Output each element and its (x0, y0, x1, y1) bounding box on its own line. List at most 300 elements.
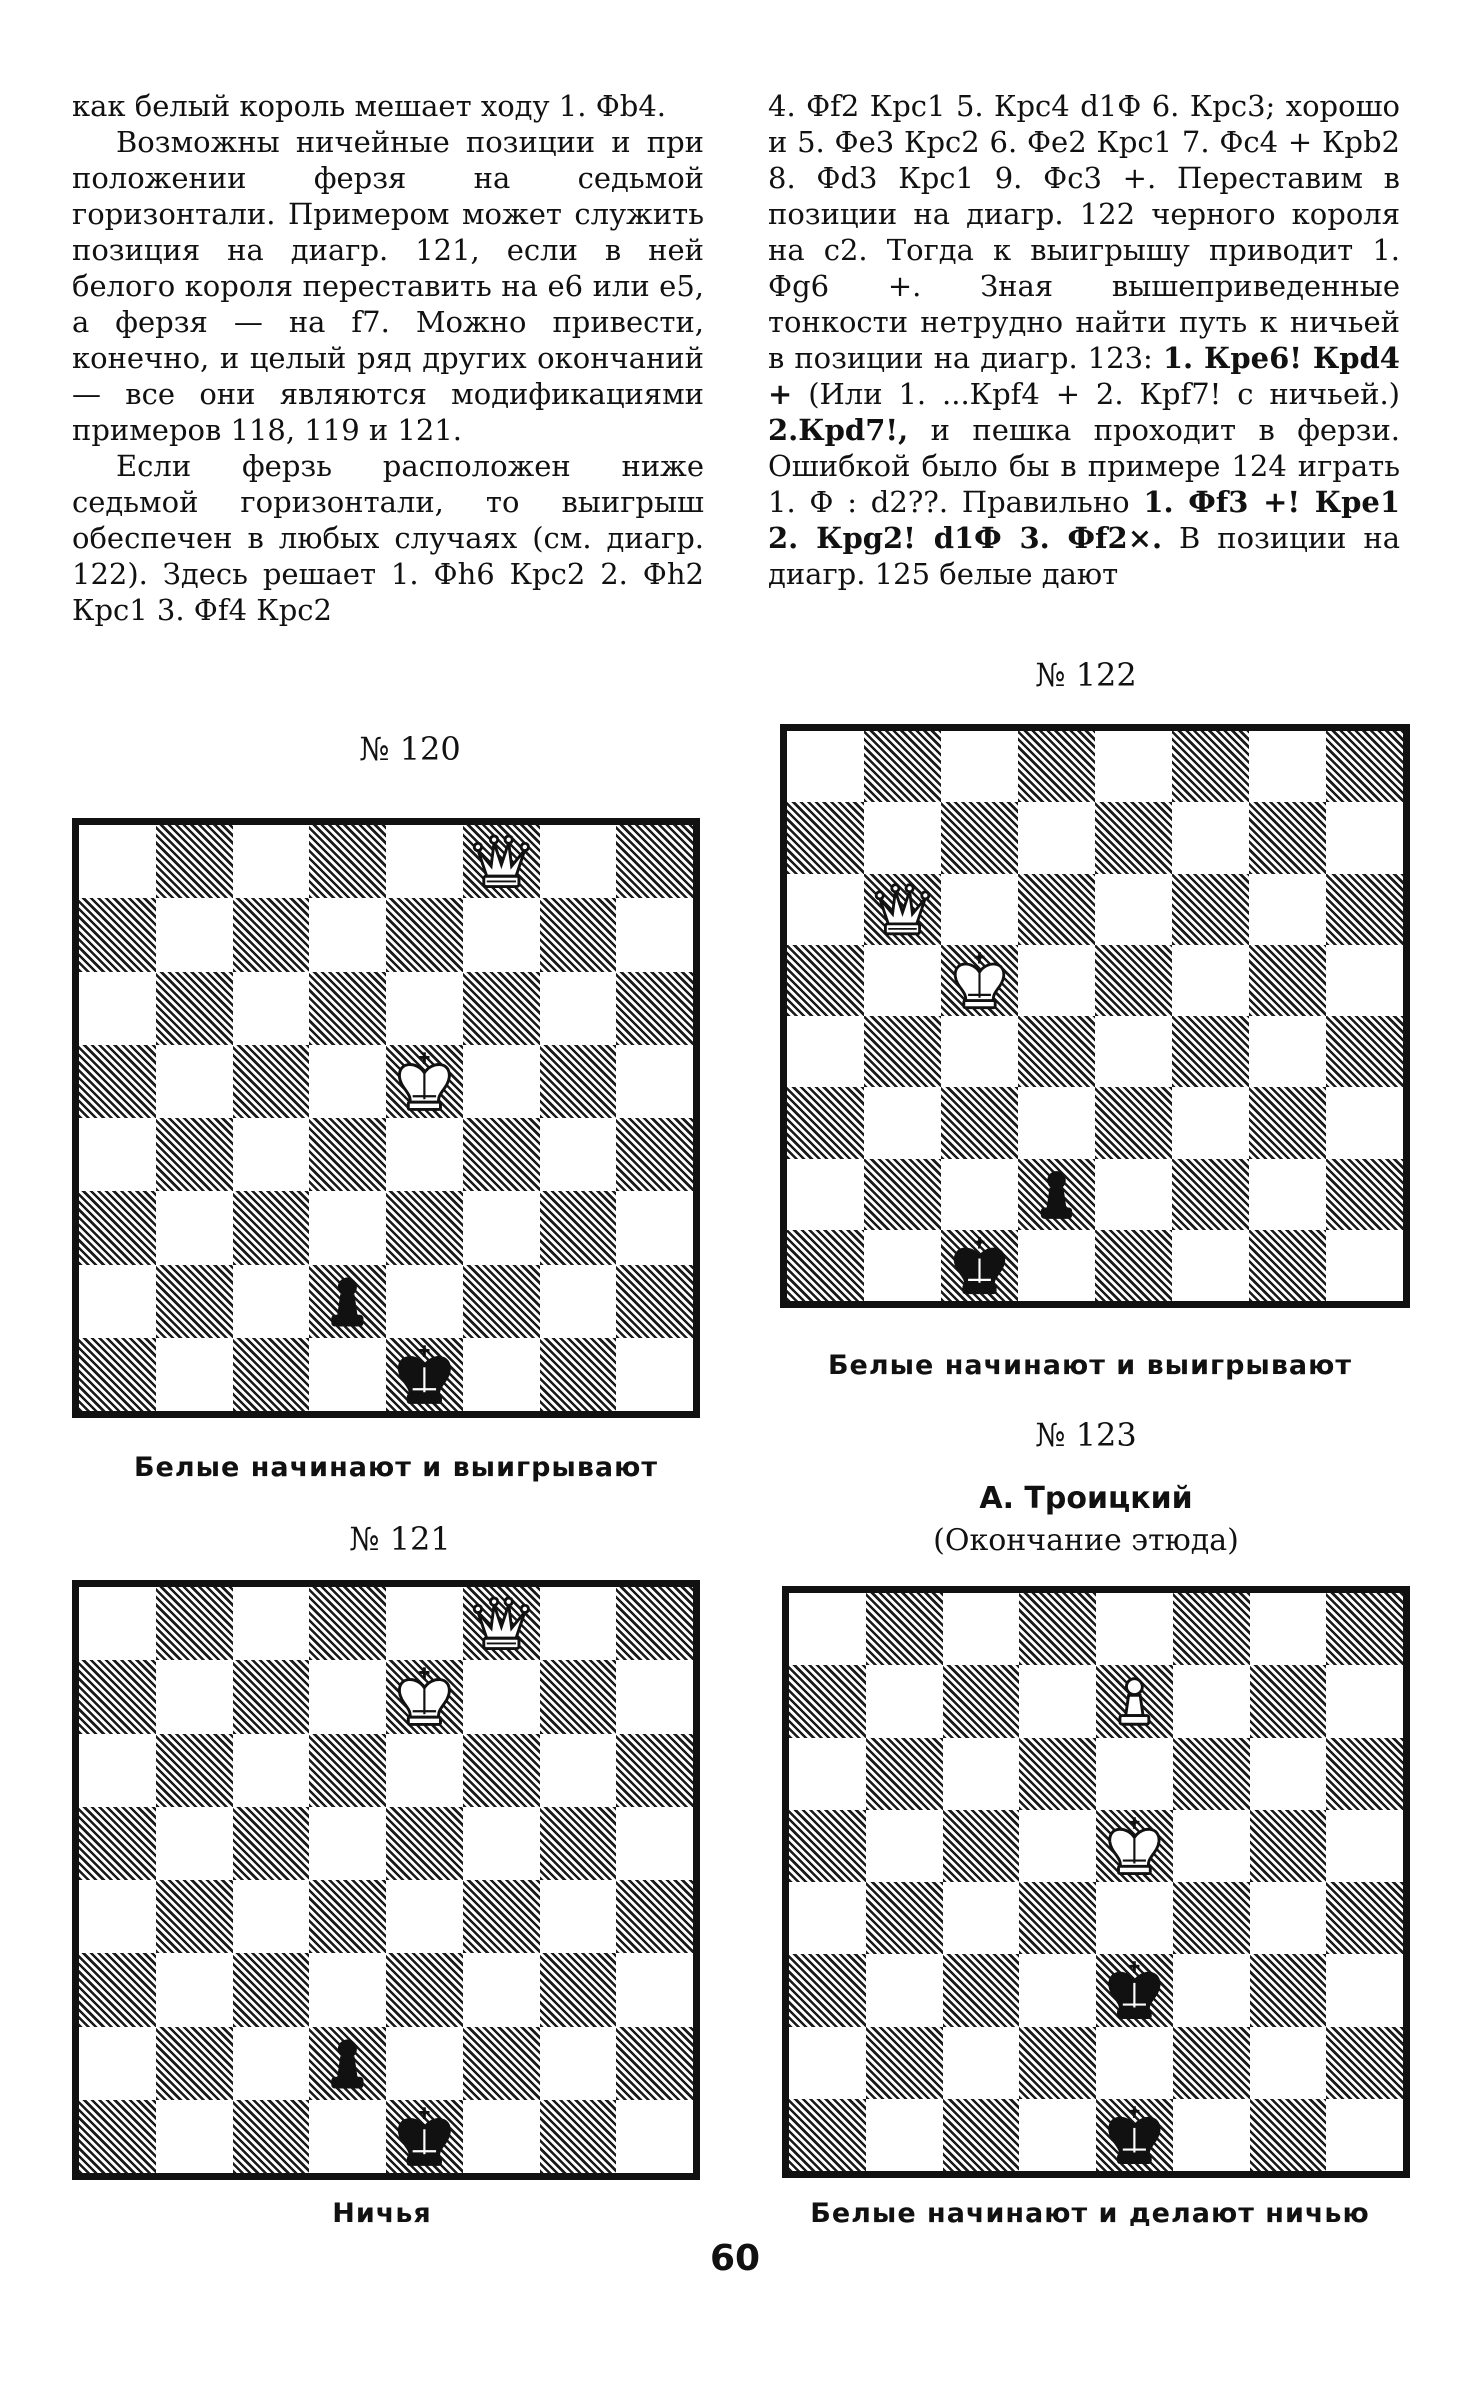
board-square (1095, 1159, 1172, 1230)
board-square (1326, 731, 1403, 802)
board-square (79, 972, 156, 1045)
board-square (1250, 1810, 1327, 1882)
board-square (1326, 1954, 1403, 2026)
right-text-column (768, 88, 1400, 592)
board-square (866, 2027, 943, 2099)
chessboard-grid (787, 731, 1403, 1301)
board-square (1249, 1159, 1326, 1230)
board-square (1326, 2027, 1403, 2099)
board-square (787, 874, 864, 945)
board-square (1019, 1593, 1096, 1665)
chessboard-grid (79, 825, 693, 1411)
board-square (1095, 945, 1172, 1016)
board-square (463, 898, 540, 971)
board-square (233, 1734, 310, 1807)
board-square (1096, 2027, 1173, 2099)
board-square (156, 2100, 233, 2173)
board-square (616, 2027, 693, 2100)
board-square (463, 825, 540, 898)
board-square (866, 1665, 943, 1737)
board-square (540, 1660, 617, 1733)
board-square (79, 1265, 156, 1338)
board-square (309, 825, 386, 898)
board-square (463, 1265, 540, 1338)
board-square (787, 802, 864, 873)
board-square (156, 1118, 233, 1191)
board-square (233, 1587, 310, 1660)
board-square (1249, 1016, 1326, 1087)
black-king-icon (1096, 1954, 1173, 2026)
board-square (789, 1810, 866, 1882)
board-square (1250, 1738, 1327, 1810)
board-square (540, 1338, 617, 1411)
board-square (156, 1265, 233, 1338)
board-square (1172, 1016, 1249, 1087)
board-square (540, 972, 617, 1045)
board-square (540, 1265, 617, 1338)
board-square (616, 2100, 693, 2173)
chessboard-grid (79, 1587, 693, 2173)
board-square (1173, 2099, 1250, 2171)
board-square (1249, 731, 1326, 802)
board-square (864, 1230, 941, 1301)
board-square (943, 1882, 1020, 1954)
board-square (943, 2099, 1020, 2171)
board-square (540, 1118, 617, 1191)
board-square (616, 1807, 693, 1880)
board-square (79, 1734, 156, 1807)
board-square (233, 1265, 310, 1338)
black-king-icon (386, 2100, 463, 2173)
board-square (1172, 802, 1249, 873)
board-square (540, 1191, 617, 1264)
board-square (1096, 1954, 1173, 2026)
board-square (1019, 1810, 1096, 1882)
white-queen-icon (864, 874, 941, 945)
board-square (79, 825, 156, 898)
board-square (1250, 1665, 1327, 1737)
board-square (1018, 1159, 1095, 1230)
board-square (1326, 1810, 1403, 1882)
board-square (233, 1880, 310, 1953)
board-square (1173, 1882, 1250, 1954)
page-number: 60 (709, 2238, 761, 2279)
board-square (309, 1191, 386, 1264)
white-king-icon (1096, 1810, 1173, 1882)
board-square (616, 1880, 693, 1953)
board-square (864, 1159, 941, 1230)
board-square (1096, 2099, 1173, 2171)
diagram-123-number: № 123 (1035, 1416, 1137, 1454)
board-square (79, 1191, 156, 1264)
white-king-icon (386, 1660, 463, 1733)
board-square (463, 1191, 540, 1264)
board-square (943, 1954, 1020, 2026)
board-square (1326, 945, 1403, 1016)
board-square (540, 2027, 617, 2100)
move-line-2: 2.Крd7!, (768, 413, 909, 447)
board-square (156, 1953, 233, 2026)
board-square (1173, 1665, 1250, 1737)
board-square (864, 1087, 941, 1158)
board-square (1096, 1665, 1173, 1737)
board-square (866, 2099, 943, 2171)
right-text-d: В позиции на диагр. 125 белые дают (768, 521, 1401, 591)
board-square (1172, 1087, 1249, 1158)
board-square (1173, 1593, 1250, 1665)
board-square (616, 1587, 693, 1660)
board-square (386, 1338, 463, 1411)
chess-diagram-121 (72, 1580, 700, 2180)
board-square (866, 1810, 943, 1882)
board-square (540, 1587, 617, 1660)
board-square (79, 2027, 156, 2100)
black-pawn-icon (1018, 1159, 1095, 1230)
board-square (540, 1807, 617, 1880)
board-square (309, 1338, 386, 1411)
board-square (233, 1045, 310, 1118)
board-square (1096, 1593, 1173, 1665)
board-square (1173, 1810, 1250, 1882)
white-king-icon (386, 1045, 463, 1118)
board-square (463, 2100, 540, 2173)
board-square (386, 2100, 463, 2173)
chessboard-grid (789, 1593, 1403, 2171)
board-square (864, 1016, 941, 1087)
board-square (540, 1880, 617, 1953)
right-paragraph-1 (768, 88, 1400, 592)
board-square (233, 1953, 310, 2026)
black-king-icon (1096, 2099, 1173, 2171)
board-square (309, 1265, 386, 1338)
board-square (463, 2027, 540, 2100)
board-square (787, 1087, 864, 1158)
board-square (1249, 1087, 1326, 1158)
board-square (386, 1191, 463, 1264)
board-square (156, 1191, 233, 1264)
board-square (787, 945, 864, 1016)
board-square (1019, 1954, 1096, 2026)
board-square (540, 1734, 617, 1807)
move-line-1: 1. Кре6! Крd4 + (768, 341, 1400, 411)
board-square (1019, 2027, 1096, 2099)
board-square (233, 1807, 310, 1880)
board-square (1172, 731, 1249, 802)
board-square (787, 1016, 864, 1087)
board-square (941, 731, 1018, 802)
board-square (789, 2099, 866, 2171)
board-square (1249, 1230, 1326, 1301)
board-square (864, 874, 941, 945)
board-square (79, 1880, 156, 1953)
board-square (463, 1734, 540, 1807)
board-square (616, 898, 693, 971)
white-pawn-icon (1096, 1665, 1173, 1737)
board-square (864, 945, 941, 1016)
board-square (1326, 1016, 1403, 1087)
white-queen-icon (463, 1587, 540, 1660)
board-square (789, 1954, 866, 2026)
board-square (616, 1191, 693, 1264)
diagram-122-caption: Белые начинают и выигрывают (827, 1350, 1353, 1381)
board-square (1250, 1593, 1327, 1665)
left-text-column (72, 88, 704, 628)
board-square (1018, 945, 1095, 1016)
board-square (233, 1660, 310, 1733)
board-square (309, 1045, 386, 1118)
board-square (866, 1954, 943, 2026)
board-square (1173, 1954, 1250, 2026)
board-square (309, 1734, 386, 1807)
diagram-121-number: № 121 (349, 1520, 451, 1558)
board-square (386, 898, 463, 971)
board-square (309, 1587, 386, 1660)
board-square (386, 1734, 463, 1807)
board-square (156, 972, 233, 1045)
board-square (463, 1880, 540, 1953)
board-square (1250, 1954, 1327, 2026)
board-square (1326, 1882, 1403, 1954)
board-square (1019, 1882, 1096, 1954)
board-square (789, 1593, 866, 1665)
board-square (386, 1880, 463, 1953)
board-square (866, 1882, 943, 1954)
diagram-122-number: № 122 (1035, 656, 1137, 694)
board-square (616, 1953, 693, 2026)
board-square (79, 2100, 156, 2173)
board-square (616, 1660, 693, 1733)
board-square (1250, 2027, 1327, 2099)
board-square (941, 1159, 1018, 1230)
board-square (864, 731, 941, 802)
diagram-123-caption: Белые начинают и делают ничью (810, 2198, 1370, 2229)
board-square (386, 825, 463, 898)
board-square (941, 945, 1018, 1016)
black-king-icon (386, 1338, 463, 1411)
board-square (386, 1265, 463, 1338)
board-square (463, 1045, 540, 1118)
board-square (540, 2100, 617, 2173)
board-square (309, 1660, 386, 1733)
board-square (156, 1338, 233, 1411)
board-square (1249, 874, 1326, 945)
diagram-123-author: А. Троицкий (979, 1481, 1193, 1516)
board-square (943, 1810, 1020, 1882)
board-square (1173, 2027, 1250, 2099)
board-square (540, 1953, 617, 2026)
board-square (540, 825, 617, 898)
board-square (79, 898, 156, 971)
board-square (1173, 1738, 1250, 1810)
board-square (156, 1807, 233, 1880)
board-square (943, 1738, 1020, 1810)
board-square (616, 972, 693, 1045)
board-square (1018, 874, 1095, 945)
board-square (616, 1338, 693, 1411)
chess-diagram-123 (782, 1586, 1410, 2178)
board-square (233, 1338, 310, 1411)
diagram-123-author-block (766, 1478, 1406, 1562)
board-square (1096, 1882, 1173, 1954)
board-square (386, 2027, 463, 2100)
board-square (233, 825, 310, 898)
board-square (463, 1807, 540, 1880)
board-square (463, 1118, 540, 1191)
board-square (156, 1734, 233, 1807)
board-square (233, 972, 310, 1045)
board-square (1172, 1230, 1249, 1301)
board-square (309, 2100, 386, 2173)
diagram-123-subtitle: (Окончание этюда) (933, 1523, 1239, 1558)
board-square (787, 1230, 864, 1301)
board-square (616, 1118, 693, 1191)
board-square (309, 1118, 386, 1191)
board-square (1326, 1738, 1403, 1810)
board-square (463, 1338, 540, 1411)
diagram-120-number: № 120 (359, 730, 461, 768)
board-square (941, 802, 1018, 873)
board-square (616, 1265, 693, 1338)
board-square (79, 1118, 156, 1191)
board-square (1095, 802, 1172, 873)
move-line-3: 1. Фf3 +! Кре1 2. Крg2! d1Ф 3. Фf2×. (768, 485, 1401, 555)
board-square (1172, 945, 1249, 1016)
board-square (79, 1660, 156, 1733)
board-square (1019, 1665, 1096, 1737)
board-square (1095, 731, 1172, 802)
diagram-121-caption: Ничья (332, 2198, 432, 2229)
board-square (156, 1880, 233, 1953)
left-paragraph-1: как белый король мешает ходу 1. Фb4. (72, 89, 667, 123)
board-square (1095, 1087, 1172, 1158)
board-square (1249, 945, 1326, 1016)
board-square (866, 1738, 943, 1810)
board-square (309, 2027, 386, 2100)
board-square (941, 1016, 1018, 1087)
board-square (1249, 802, 1326, 873)
board-square (943, 1593, 1020, 1665)
board-square (386, 1587, 463, 1660)
right-text-c: и пешка проходит в ферзи. Ошибкой было бы в примере 124 играть 1. Ф : d2??. Правильно (768, 413, 1401, 519)
board-square (1095, 874, 1172, 945)
board-square (1096, 1738, 1173, 1810)
black-pawn-icon (309, 2027, 386, 2100)
board-square (233, 2027, 310, 2100)
board-square (1326, 1593, 1403, 1665)
board-square (1326, 1665, 1403, 1737)
board-square (386, 1118, 463, 1191)
board-square (616, 1045, 693, 1118)
board-square (463, 1953, 540, 2026)
black-pawn-icon (309, 1265, 386, 1338)
board-square (1172, 874, 1249, 945)
board-square (789, 2027, 866, 2099)
board-square (156, 1587, 233, 1660)
board-square (386, 1660, 463, 1733)
chess-diagram-122 (780, 724, 1410, 1308)
board-square (79, 1953, 156, 2026)
board-square (789, 1738, 866, 1810)
board-square (463, 972, 540, 1045)
board-square (1018, 802, 1095, 873)
right-text-b: (Или 1. ...Крf4 + 2. Крf7! с ничьей.) (808, 377, 1400, 411)
left-paragraph-2: Возможны ничейные позиции и при положении ферзя на седьмой горизонтали. Примером может служить позиция на диагр. 121, если в ней белого короля переставить на е6 или е5, а ферзя — на f7. Можно привести, конечно, и целый ряд других окончаний — все они являются модификациями примеров 118, 119 и 121. (72, 125, 704, 447)
board-square (463, 1660, 540, 1733)
board-square (233, 1191, 310, 1264)
board-square (1018, 731, 1095, 802)
board-square (866, 1593, 943, 1665)
board-square (233, 1118, 310, 1191)
board-square (789, 1882, 866, 1954)
board-square (787, 731, 864, 802)
board-square (1018, 1230, 1095, 1301)
board-square (309, 1880, 386, 1953)
board-square (941, 1230, 1018, 1301)
board-square (1326, 874, 1403, 945)
board-square (789, 1665, 866, 1737)
board-square (156, 1045, 233, 1118)
board-square (79, 1807, 156, 1880)
board-square (1095, 1016, 1172, 1087)
board-square (1326, 2099, 1403, 2171)
board-square (943, 2027, 1020, 2099)
board-square (233, 898, 310, 971)
board-square (1095, 1230, 1172, 1301)
board-square (943, 1665, 1020, 1737)
board-square (941, 874, 1018, 945)
board-square (309, 1807, 386, 1880)
black-king-icon (941, 1230, 1018, 1301)
board-square (864, 802, 941, 873)
board-square (616, 1734, 693, 1807)
board-square (386, 1045, 463, 1118)
board-square (1018, 1016, 1095, 1087)
board-square (156, 898, 233, 971)
board-square (1326, 1159, 1403, 1230)
board-square (540, 898, 617, 971)
board-square (79, 1587, 156, 1660)
board-square (79, 1045, 156, 1118)
board-square (1096, 1810, 1173, 1882)
diagram-120-caption: Белые начинают и выигрывают (133, 1452, 659, 1483)
board-square (156, 1660, 233, 1733)
board-square (386, 972, 463, 1045)
board-square (1326, 1087, 1403, 1158)
right-text-a: 4. Фf2 Крс1 5. Крс4 d1Ф 6. Крс3; хорошо и 5. Фе3 Крс2 6. Фе2 Крс1 7. Фс4 + Крb2 8. Фd3 Крс1 9. Фс3 +. Переставим в позиции на диагр. 122 черного короля на с2. Тогда к выигрышу приводит 1. Фg6 +. Зная вышеприведенные тонкости нетрудно найти путь к ничьей в позиции на диагр. 123: (768, 89, 1400, 375)
board-square (233, 2100, 310, 2173)
board-square (1172, 1159, 1249, 1230)
chess-diagram-120 (72, 818, 700, 1418)
board-square (1019, 2099, 1096, 2171)
board-square (616, 825, 693, 898)
board-square (309, 898, 386, 971)
white-king-icon (941, 945, 1018, 1016)
board-square (156, 825, 233, 898)
board-square (1250, 1882, 1327, 1954)
board-square (1019, 1738, 1096, 1810)
board-square (1326, 802, 1403, 873)
board-square (386, 1807, 463, 1880)
board-square (79, 1338, 156, 1411)
board-square (1250, 2099, 1327, 2171)
board-square (386, 1953, 463, 2026)
board-square (156, 2027, 233, 2100)
board-square (1326, 1230, 1403, 1301)
board-square (309, 1953, 386, 2026)
board-square (1018, 1087, 1095, 1158)
board-square (941, 1087, 1018, 1158)
board-square (540, 1045, 617, 1118)
